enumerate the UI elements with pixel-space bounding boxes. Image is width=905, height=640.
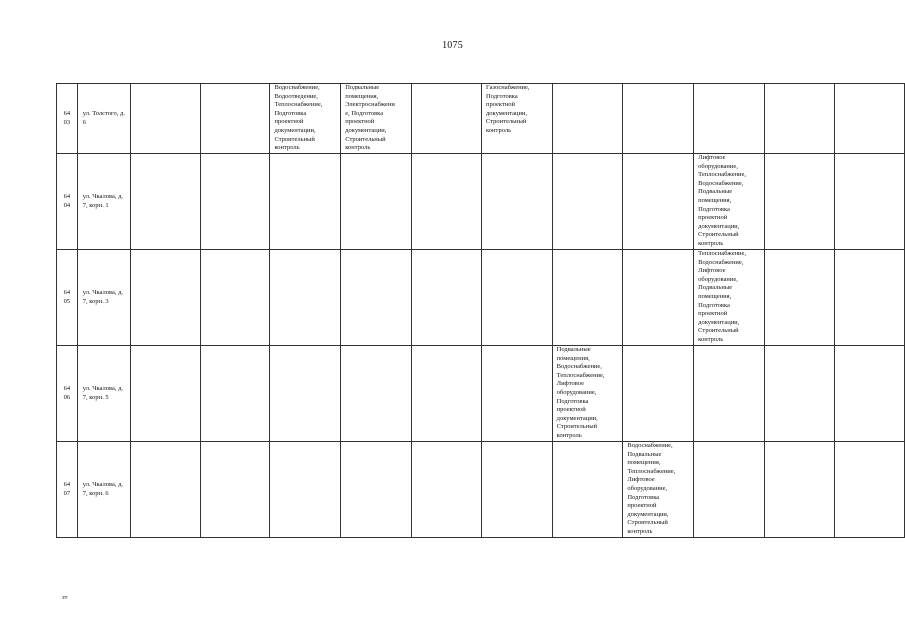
work-line: Подготовка <box>698 205 730 213</box>
work-cell <box>694 442 765 538</box>
work-cell <box>834 154 904 250</box>
work-line: помещения, <box>698 292 732 300</box>
work-cell <box>270 442 341 538</box>
work-line: Теплоснабжение, <box>556 371 605 379</box>
work-cell <box>834 346 904 442</box>
work-cell <box>130 442 200 538</box>
work-line: Подготовка <box>698 301 730 309</box>
work-cell <box>412 442 482 538</box>
table-row <box>57 154 905 250</box>
row-number: 03 <box>63 118 71 126</box>
address-cell: ул. Чкалова, д. 7, корп. 5 <box>77 346 130 442</box>
work-line: Теплоснабжение, <box>698 171 747 179</box>
work-cell <box>341 346 412 442</box>
work-cell <box>412 250 482 346</box>
work-line: помещения, <box>627 459 661 467</box>
work-cell <box>694 154 765 250</box>
work-cell <box>481 84 552 154</box>
work-cell <box>623 250 694 346</box>
work-cell <box>412 84 482 154</box>
work-line: документации, <box>274 126 316 134</box>
work-line: документации, <box>627 510 669 518</box>
row-number: 07 <box>63 489 71 497</box>
table-row <box>57 250 905 346</box>
work-line: е, Подготовка <box>345 109 384 117</box>
work-line: документации, <box>698 222 740 230</box>
work-line: Строительный <box>698 327 739 335</box>
row-number: 64 <box>63 109 71 117</box>
row-number-cell <box>57 154 78 250</box>
work-line: Строительный <box>274 135 315 143</box>
work-line: Теплоснабжение, <box>274 101 323 109</box>
work-line: Водоснабжение, <box>274 84 320 91</box>
row-number: 05 <box>63 297 71 305</box>
row-number: 64 <box>63 192 71 200</box>
work-line: проектной <box>698 310 728 318</box>
work-cell <box>270 84 341 154</box>
work-line: Строительный <box>627 519 668 527</box>
work-cell <box>130 154 200 250</box>
work-line: оборудование, <box>556 388 597 396</box>
work-cell <box>764 84 834 154</box>
work-cell <box>764 250 834 346</box>
work-line: проектной <box>274 118 304 126</box>
work-line: Строительный <box>556 423 598 431</box>
row-number-cell <box>57 442 78 538</box>
row-number-cell <box>57 84 78 154</box>
row-number-cell <box>57 346 78 442</box>
work-line: контроль <box>345 144 371 152</box>
page-number: 1075 <box>442 40 463 51</box>
work-line: помещения, <box>698 196 732 204</box>
work-cell <box>200 346 270 442</box>
work-line: документации, <box>485 109 528 117</box>
work-line: контроль <box>556 431 582 439</box>
work-line: оборудование, <box>627 484 668 492</box>
work-line: Газоснабжение, <box>485 84 530 91</box>
repair-schedule-table <box>56 83 905 538</box>
work-cell <box>200 154 270 250</box>
work-cell <box>834 442 904 538</box>
work-cell <box>552 346 623 442</box>
address-cell: ул. Чкалова, д. 7, корп. 3 <box>77 250 130 346</box>
work-cell <box>552 250 623 346</box>
work-line: проектной <box>698 214 728 222</box>
work-line: Теплоснабжение, <box>698 250 747 257</box>
address-cell: ул. Чкалова, д. 7, корп. 6 <box>77 442 130 538</box>
work-cell <box>130 346 200 442</box>
work-cell <box>270 346 341 442</box>
work-line: Лифтовое <box>698 154 726 161</box>
work-cell <box>270 250 341 346</box>
work-cell <box>130 84 200 154</box>
work-cell <box>481 154 552 250</box>
work-line: документации, <box>556 414 598 422</box>
work-line: Водоснабжение, <box>627 442 673 449</box>
work-cell <box>341 84 412 154</box>
address-cell: ул. Чкалова, д. 7, корп. 1 <box>77 154 130 250</box>
work-line: Подвальные <box>556 346 591 353</box>
work-cell <box>481 442 552 538</box>
row-number: 06 <box>63 393 71 401</box>
work-line: Строительный <box>345 135 386 143</box>
work-line: контроль <box>698 335 724 343</box>
work-cell <box>200 442 270 538</box>
work-line: Лифтовое <box>698 267 726 275</box>
work-line: Подготовка <box>627 493 660 501</box>
work-line: Подготовка <box>556 397 589 405</box>
work-cell <box>200 84 270 154</box>
work-line: проектной <box>627 502 657 510</box>
work-line: Электроснабжени <box>345 101 395 109</box>
work-line: Подвальные <box>345 84 380 91</box>
work-cell <box>694 84 765 154</box>
work-cell <box>130 250 200 346</box>
work-cell <box>270 154 341 250</box>
row-number-cell <box>57 250 78 346</box>
work-line: Водоснабжение, <box>698 179 744 187</box>
row-number: 64 <box>63 384 71 392</box>
work-line: Теплоснабжение, <box>627 467 676 475</box>
work-cell <box>552 84 623 154</box>
work-cell <box>552 154 623 250</box>
work-line: Строительный <box>485 118 527 126</box>
work-cell <box>481 250 552 346</box>
table-body <box>57 84 905 538</box>
footer-mark: зт <box>62 594 68 601</box>
work-cell <box>623 442 694 538</box>
work-cell <box>764 154 834 250</box>
work-cell <box>481 346 552 442</box>
work-cell <box>412 346 482 442</box>
work-line: контроль <box>698 239 724 247</box>
work-line: оборудование, <box>698 162 738 170</box>
work-line: Подвальные <box>698 284 733 292</box>
row-number: 04 <box>63 201 71 209</box>
work-line: контроль <box>274 144 300 152</box>
work-line: Водоснабжение, <box>698 258 744 266</box>
work-line: Подготовка <box>485 92 518 100</box>
work-line: Подвальные <box>698 188 733 196</box>
address-cell: ул. Толстого, д. 6 <box>77 84 130 154</box>
work-line: Водоотведение, <box>274 92 318 100</box>
work-cell <box>552 442 623 538</box>
work-cell <box>834 250 904 346</box>
work-line: документации, <box>345 126 387 134</box>
work-line: оборудование, <box>698 275 738 283</box>
row-number: 64 <box>63 288 71 296</box>
work-line: проектной <box>485 101 516 109</box>
work-line: контроль <box>627 527 653 535</box>
work-cell <box>764 442 834 538</box>
work-cell <box>341 250 412 346</box>
work-line: Водоснабжение, <box>556 363 602 371</box>
row-number: 64 <box>63 480 71 488</box>
work-cell <box>623 84 694 154</box>
work-line: Лифтовое <box>556 380 584 388</box>
work-line: Подвальные <box>627 450 662 458</box>
table-row <box>57 84 905 154</box>
work-cell <box>764 346 834 442</box>
work-cell <box>200 250 270 346</box>
work-line: контроль <box>485 126 512 134</box>
work-line: Строительный <box>698 231 739 239</box>
work-line: помещения, <box>556 354 590 362</box>
work-cell <box>341 442 412 538</box>
work-line: помещения, <box>345 92 379 100</box>
work-cell <box>412 154 482 250</box>
work-line: документации, <box>698 318 740 326</box>
table-row <box>57 346 905 442</box>
table-row <box>57 442 905 538</box>
work-cell <box>694 250 765 346</box>
work-cell <box>623 346 694 442</box>
work-line: проектной <box>556 406 586 414</box>
work-cell <box>341 154 412 250</box>
work-line: Подготовка <box>274 109 307 117</box>
work-line: проектной <box>345 118 375 126</box>
work-line: Лифтовое <box>627 476 655 484</box>
work-cell <box>834 84 904 154</box>
work-cell <box>694 346 765 442</box>
work-cell <box>623 154 694 250</box>
